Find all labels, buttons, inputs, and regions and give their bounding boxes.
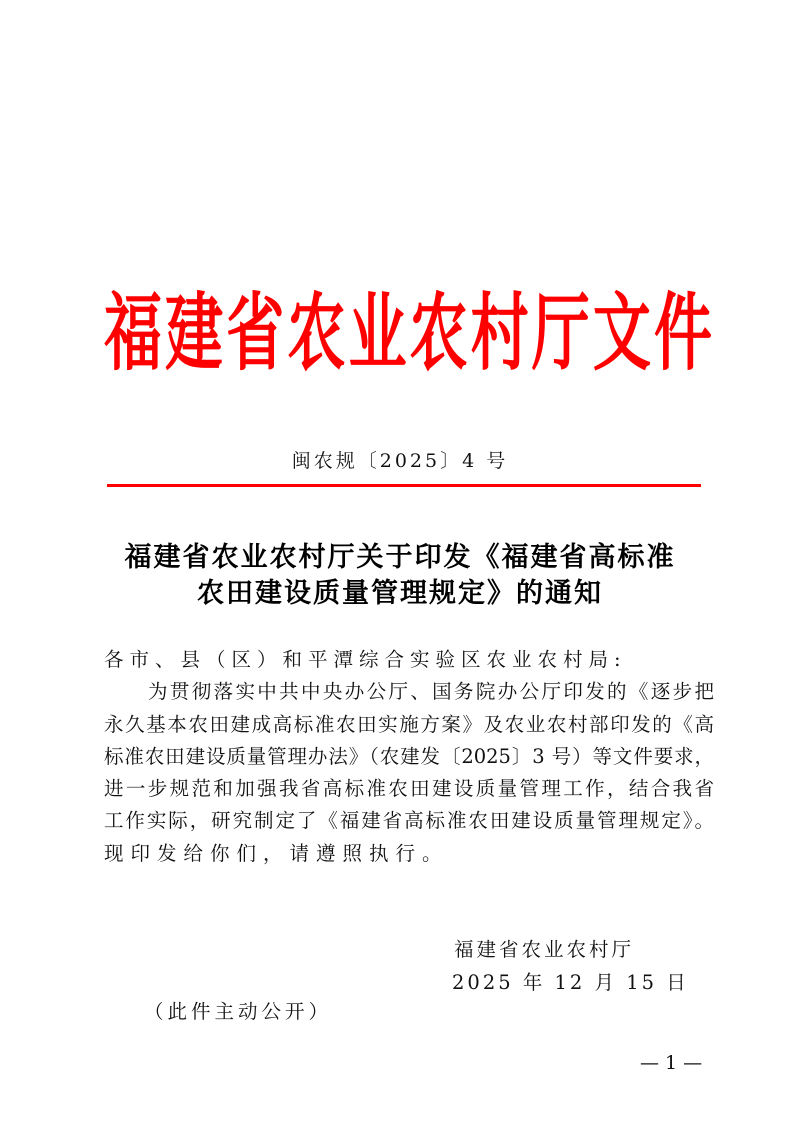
notice-title — [0, 540, 800, 612]
masthead-char: 文 — [592, 283, 651, 383]
body-line: 工作实际，研究制定了《福建省高标准农田建设质量管理规定》。 — [104, 809, 714, 833]
issue-date: 2025 年 12 月 15 日 — [452, 971, 689, 994]
notice-body — [104, 644, 714, 870]
issuer-name: 福建省农业农村厅 — [454, 938, 635, 961]
document-number: 闽农规〔2025〕4 号 — [291, 450, 509, 472]
body-line: 标准农田建设质量管理办法》（农建发〔2025〕3 号）等文件要求， — [104, 744, 714, 768]
masthead-char: 福 — [104, 283, 163, 383]
masthead-char: 省 — [226, 283, 285, 383]
notice-title-line-2: 农田建设质量管理规定》的通知 — [197, 578, 603, 609]
body-line: 永久基本农田建成高标准农田实施方案》及农业农村部印发的《高 — [104, 712, 714, 736]
masthead-char: 厅 — [531, 283, 590, 383]
body-line: 现印发给你们，请遵照执行。 — [104, 841, 449, 865]
page-number: — 1 — — [640, 1052, 703, 1074]
salutation: 各市、县（区）和平潭综合实验区农业农村局: — [104, 648, 627, 671]
body-line: 进一步规范和加强我省高标准农田建设质量管理工作，结合我省 — [104, 777, 714, 801]
masthead-char: 农 — [409, 283, 468, 383]
disclosure-note: （此件主动公开） — [144, 1000, 333, 1023]
notice-title-line-1: 福建省农业农村厅关于印发《福建省高标准 — [124, 542, 676, 573]
signature-block — [454, 933, 689, 999]
masthead-char: 农 — [287, 283, 346, 383]
masthead-char: 建 — [165, 283, 224, 383]
body-line: 为贯彻落实中共中央办公厅、国务院办公厅印发的《逐步把 — [148, 680, 714, 704]
masthead-title — [104, 283, 712, 383]
masthead-char: 村 — [470, 283, 529, 383]
masthead-char: 业 — [348, 283, 407, 383]
red-divider-rule — [107, 484, 701, 487]
masthead-char: 件 — [653, 283, 712, 383]
